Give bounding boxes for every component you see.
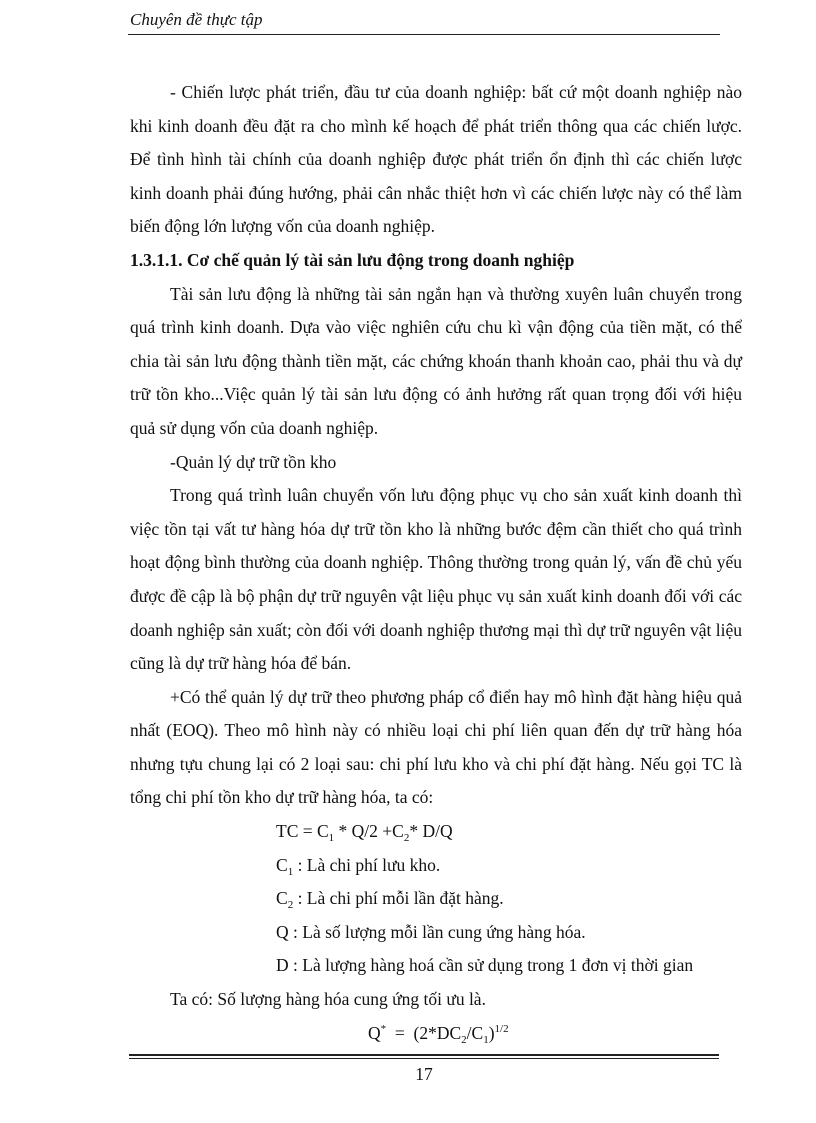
paragraph-strategy: - Chiến lược phát triển, đầu tư của doanh nghiệp: bất cứ một doanh nghiệp nào khi kinh doanh đều đặt ra cho mình kế hoạch để phát triển thông qua các chiến lược. Để tình hình tài chính của doanh nghiệp được phát triển ổn định thì các chiến lược kinh doanh phải đúng hướng, phải cân nhắc thiệt hơn vì các chiến lược này có thể làm biến động lớn lượng vốn của doanh nghiệp.	[130, 82, 742, 237]
section-heading: 1.3.1.1. Cơ chế quản lý tài sản lưu động trong doanh nghiệp	[130, 249, 575, 270]
formula-optimal-quantity: $Q^* = (2*DC_2/C_1)^{1/2}$	[368, 1022, 509, 1046]
page-header-title: Chuyên đề thực tập	[130, 10, 263, 29]
page-number: 17	[415, 1064, 433, 1084]
paragraph-eoq: +Có thể quản lý dự trữ theo phương pháp cổ điển hay mô hình đặt hàng hiệu quả nhất (EOQ). Theo mô hình này có nhiều loại chi phí liên quan đến dự trữ hàng hóa nhưng tựu chung lại có 2 loại sau: chi phí lưu kho và chi phí đặt hàng. Nếu gọi TC là tổng chi phí tồn kho dự trữ hàng hóa, ta có:	[130, 686, 742, 808]
paragraph-current-assets: Tài sản lưu động là những tài sản ngắn hạn và thường xuyên luân chuyển trong quá trình kinh doanh. Dựa vào việc nghiên cứu chu kì vận động của tiền mặt, có thể chia tài sản lưu động thành tiền mặt, các chứng khoán thanh khoản cao, phải thu và dự trữ tồn kho...Việc quản lý tài sản lưu động có ảnh hưởng rất quan trọng đối với hiệu quả sử dụng vốn của doanh nghiệp.	[130, 283, 742, 438]
formula-intro: Ta có: Số lượng hàng hóa cung ứng tối ưu là.	[170, 989, 486, 1010]
formula-q-definition: Q : Là số lượng mỗi lần cung ứng hàng hóa.	[276, 921, 586, 942]
formula-c2-definition: $C_2$ : Là chi phí mỗi lần đặt hàng.	[276, 888, 504, 912]
paragraph-inventory: Trong quá trình luân chuyển vốn lưu động phục vụ cho sản xuất kinh doanh thì việc tồn tại vất tư hàng hóa dự trữ tồn kho là những bước đệm cần thiết cho quá trình hoạt động bình thường của doanh nghiệp. Thông thường trong quản lý, vấn đề chủ yếu được đề cập là bộ phận dự trữ nguyên vật liệu phục vụ sản xuất kinh doanh đối với các doanh nghiệp sản xuất; còn đối với doanh nghiệp thương mại thì dự trữ nguyên vật liệu cũng là dự trữ hàng hóa để bán.	[130, 485, 742, 674]
paragraph-inventory-title: -Quản lý dự trữ tồn kho	[170, 451, 337, 472]
formula-total-cost: TC = $C_1 * Q/2 +C_2*$ D/Q	[276, 821, 453, 845]
formula-d-definition: D : Là lượng hàng hoá cần sử dụng trong 1 đơn vị thời gian	[276, 955, 694, 976]
formula-c1-definition: $C_1$ : Là chi phí lưu kho.	[276, 854, 441, 878]
document-body	[130, 76, 742, 1050]
footer-divider-thick	[129, 1054, 719, 1056]
footer-divider-thin	[129, 1058, 719, 1059]
header-divider	[128, 34, 720, 35]
